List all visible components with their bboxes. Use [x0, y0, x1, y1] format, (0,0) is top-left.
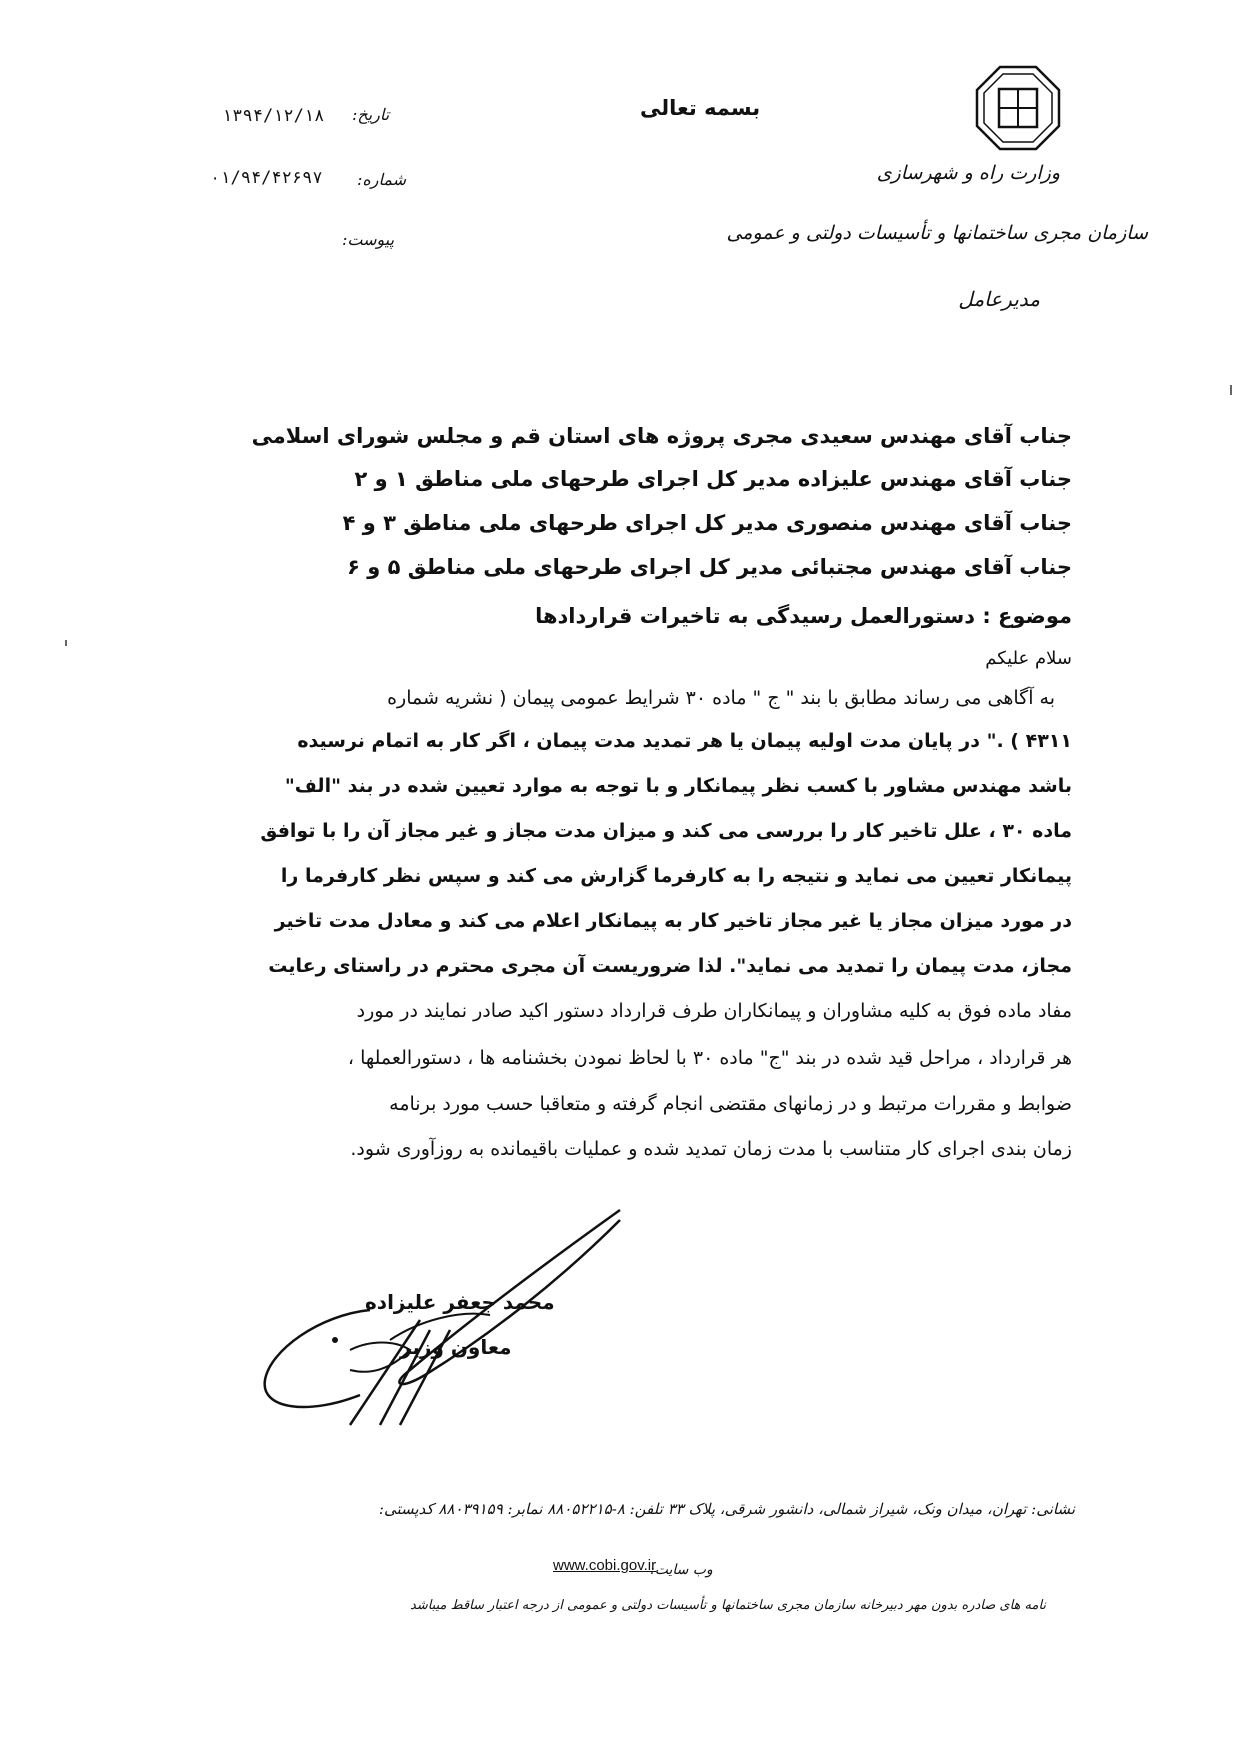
basmala: بسمه تعالی [640, 96, 761, 120]
signatory-name: محمد جعفر علیزاده [365, 1290, 555, 1314]
website-label: وب سایت: [650, 1562, 713, 1578]
body-line: پیمانکار تعیین می نماید و نتیجه را به کارفرما گزارش می کند و سپس نظر کارفرما را [280, 865, 1072, 887]
attachment-label: پیوست: [342, 230, 395, 249]
body-line: زمان بندی اجرای کار متناسب با مدت زمان تمدید شده و عملیات باقیمانده به روزآوری شود. [350, 1138, 1072, 1160]
website-link[interactable]: www.cobi.gov.ir [553, 1557, 657, 1574]
number-label: شماره: [357, 170, 407, 189]
addressee-line: جناب آقای مهندس علیزاده مدیر کل اجرای طرحهای ملی مناطق ۱ و ۲ [354, 467, 1072, 491]
body-line: ماده ۳۰ ، علل تاخیر کار را بررسی می کند و میزان مدت مجاز و غیر مجاز آن را با توافق [260, 820, 1072, 842]
scan-speck [65, 640, 67, 646]
body-line: مجاز، مدت پیمان را تمدید می نماید". لذا ضروریست آن مجری محترم در راستای رعایت [268, 955, 1072, 977]
body-line: مفاد ماده فوق به کلیه مشاوران و پیمانکاران طرف قرارداد دستور اکید صادر نمایند در مورد [356, 1000, 1072, 1022]
number-value: ۰۱/۹۴/۴۲۶۹۷ [210, 168, 323, 188]
letter-subject: موضوع : دستورالعمل رسیدگی به تاخیرات قراردادها [535, 604, 1072, 628]
date-value: ۱۳۹۴/۱۲/۱۸ [222, 106, 325, 126]
greeting: سلام علیکم [985, 648, 1072, 669]
organization-name: سازمان مجری ساختمانها و تأسیسات دولتی و عمومی [726, 222, 1148, 244]
date-label: تاریخ: [352, 105, 390, 124]
sender-role: مدیرعامل [958, 287, 1040, 311]
footer-note: نامه های صادره بدون مهر دبیرخانه سازمان مجری ساختمانها و تأسیسات دولتی و عمومی از درجه اعتبار ساقط میباشد [410, 1598, 1047, 1613]
body-line: ۴۳۱۱ ) ." در پایان مدت اولیه پیمان یا هر تمدید مدت پیمان ، اگر کار به اتمام نرسیده [297, 730, 1072, 752]
signatory-title: معاون وزیر [400, 1335, 512, 1359]
body-line: در مورد میزان مجاز یا غیر مجاز تاخیر کار به پیمانکار اعلام می کند و معادل مدت تاخیر [274, 910, 1072, 932]
addressee-line: جناب آقای مهندس سعیدی مجری پروژه های استان قم و مجلس شورای اسلامی [251, 424, 1072, 448]
body-line: هر قرارداد ، مراحل قید شده در بند "ج" ماده ۳۰ با لحاظ نمودن بخشنامه ها ، دستورالعملها ، [347, 1047, 1072, 1069]
ministry-name: وزارت راه و شهرسازی [876, 162, 1060, 184]
addressee-line: جناب آقای مهندس مجتبائی مدیر کل اجرای طرحهای ملی مناطق ۵ و ۶ [347, 555, 1072, 579]
body-line: ضوابط و مقررات مرتبط و در زمانهای مقتضی انجام گرفته و متعاقبا حسب مورد برنامه [389, 1093, 1072, 1115]
addressee-line: جناب آقای مهندس منصوری مدیر کل اجرای طرحهای ملی مناطق ۳ و ۴ [342, 511, 1072, 535]
body-line: به آگاهی می رساند مطابق با بند " ج " ماده ۳۰ شرایط عمومی پیمان ( نشریه شماره [387, 687, 1055, 709]
footer-address: نشانی: تهران، میدان ونک، شیراز شمالی، دانشور شرقی، پلاک ۳۳ تلفن: ۸-۸۸۰۵۲۲۱۵ نمابر: ۸۸۰۳۹۱۵۹ کدپستی: [378, 1500, 1075, 1518]
organization-logo-icon [975, 65, 1061, 151]
handwritten-signature-icon [250, 1200, 640, 1430]
body-line: باشد مهندس مشاور با کسب نظر پیمانکار و با توجه به موارد تعیین شده در بند "الف" [284, 775, 1072, 797]
scan-speck [1230, 385, 1232, 395]
